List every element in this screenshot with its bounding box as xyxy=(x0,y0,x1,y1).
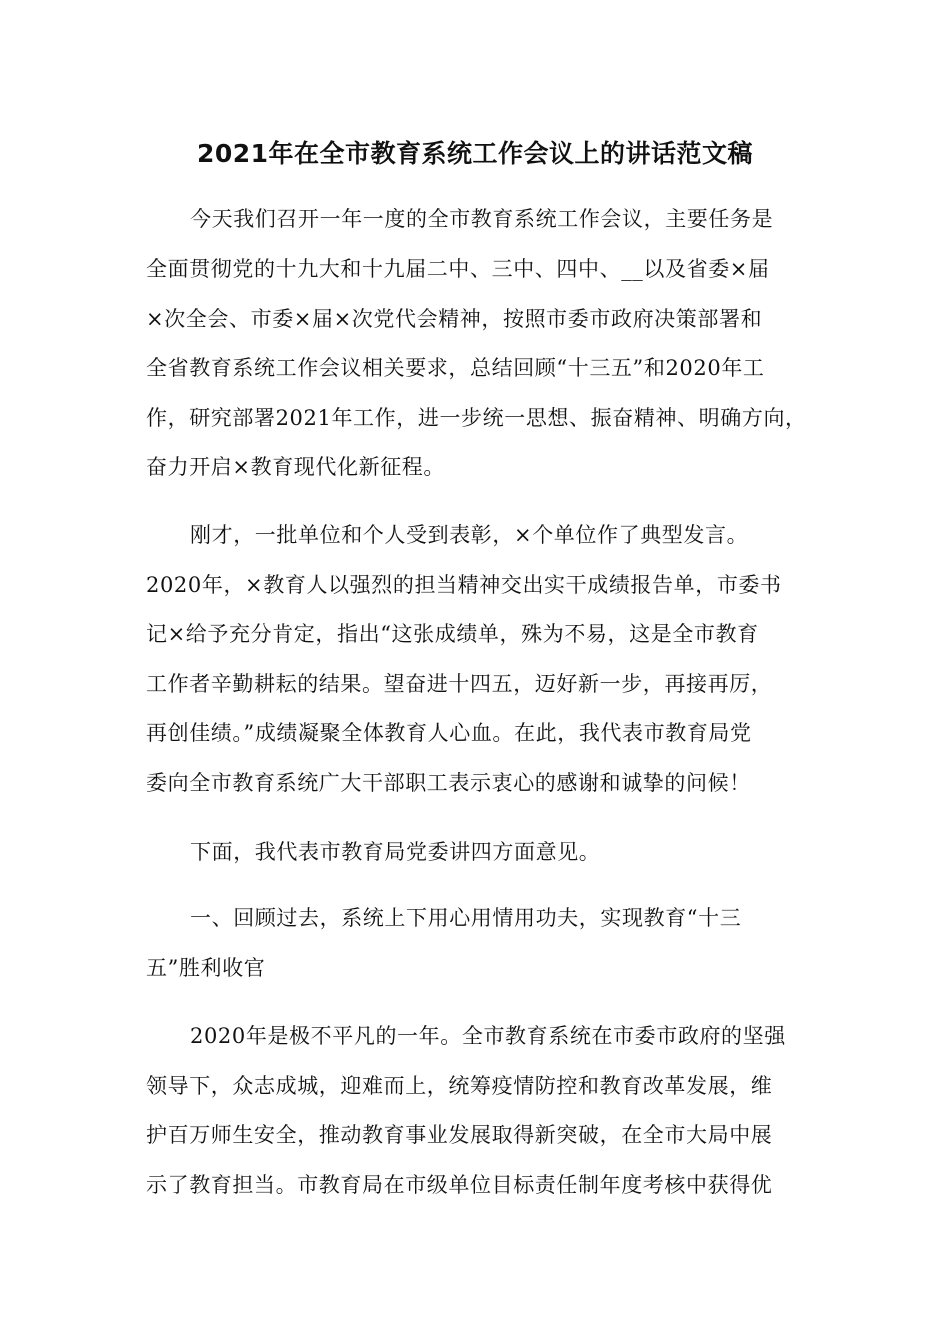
paragraph-line: 示了教育担当。市教育局在市级单位目标责任制年度考核中获得优 xyxy=(146,1173,773,1197)
paragraph-line: 全面贯彻党的十九大和十九届二中、三中、四中、__以及省委×届 xyxy=(146,257,770,281)
paragraph-line: 刚才，一批单位和个人受到表彰，×个单位作了典型发言。 xyxy=(190,523,749,547)
paragraph-line: 今天我们召开一年一度的全市教育系统工作会议，主要任务是 xyxy=(190,207,774,231)
paragraph-line: 2020年是极不平凡的一年。全市教育系统在市委市政府的坚强 xyxy=(190,1024,786,1048)
section-heading-line: 五”胜利收官 xyxy=(146,956,266,980)
paragraph-line: 护百万师生安全，推动教育事业发展取得新突破，在全市大局中展 xyxy=(146,1123,773,1147)
paragraph-line: 2020年，×教育人以强烈的担当精神交出实干成绩报告单，市委书 xyxy=(146,573,782,597)
paragraph-line: 作，研究部署2021年工作，进一步统一思想、振奋精神、明确方向， xyxy=(146,406,807,430)
paragraph-line: 领导下，众志成城，迎难而上，统筹疫情防控和教育改革发展，维 xyxy=(146,1074,773,1098)
paragraph-line: ×次全会、市委×届×次党代会精神，按照市委市政府决策部署和 xyxy=(146,307,763,331)
document-title: 2021年在全市教育系统工作会议上的讲话范文稿 xyxy=(196,139,754,168)
paragraph-line: 全省教育系统工作会议相关要求，总结回顾“十三五”和2020年工 xyxy=(146,356,765,380)
paragraph-line: 委向全市教育系统广大干部职工表示衷心的感谢和诚挚的问候！ xyxy=(146,771,751,795)
paragraph-line: 记×给予充分肯定，指出“这张成绩单，殊为不易，这是全市教育 xyxy=(146,622,759,646)
paragraph-line: 再创佳绩。”成绩凝聚全体教育人心血。在此，我代表市教育局党 xyxy=(146,721,752,745)
paragraph-line: 工作者辛勤耕耘的结果。望奋进十四五，迈好新一步，再接再厉， xyxy=(146,672,773,696)
paragraph-line: 奋力开启×教育现代化新征程。 xyxy=(146,455,445,479)
section-heading-line: 一、回顾过去，系统上下用心用情用功夫，实现教育“十三 xyxy=(190,906,742,930)
paragraph-line: 下面，我代表市教育局党委讲四方面意见。 xyxy=(190,840,601,864)
